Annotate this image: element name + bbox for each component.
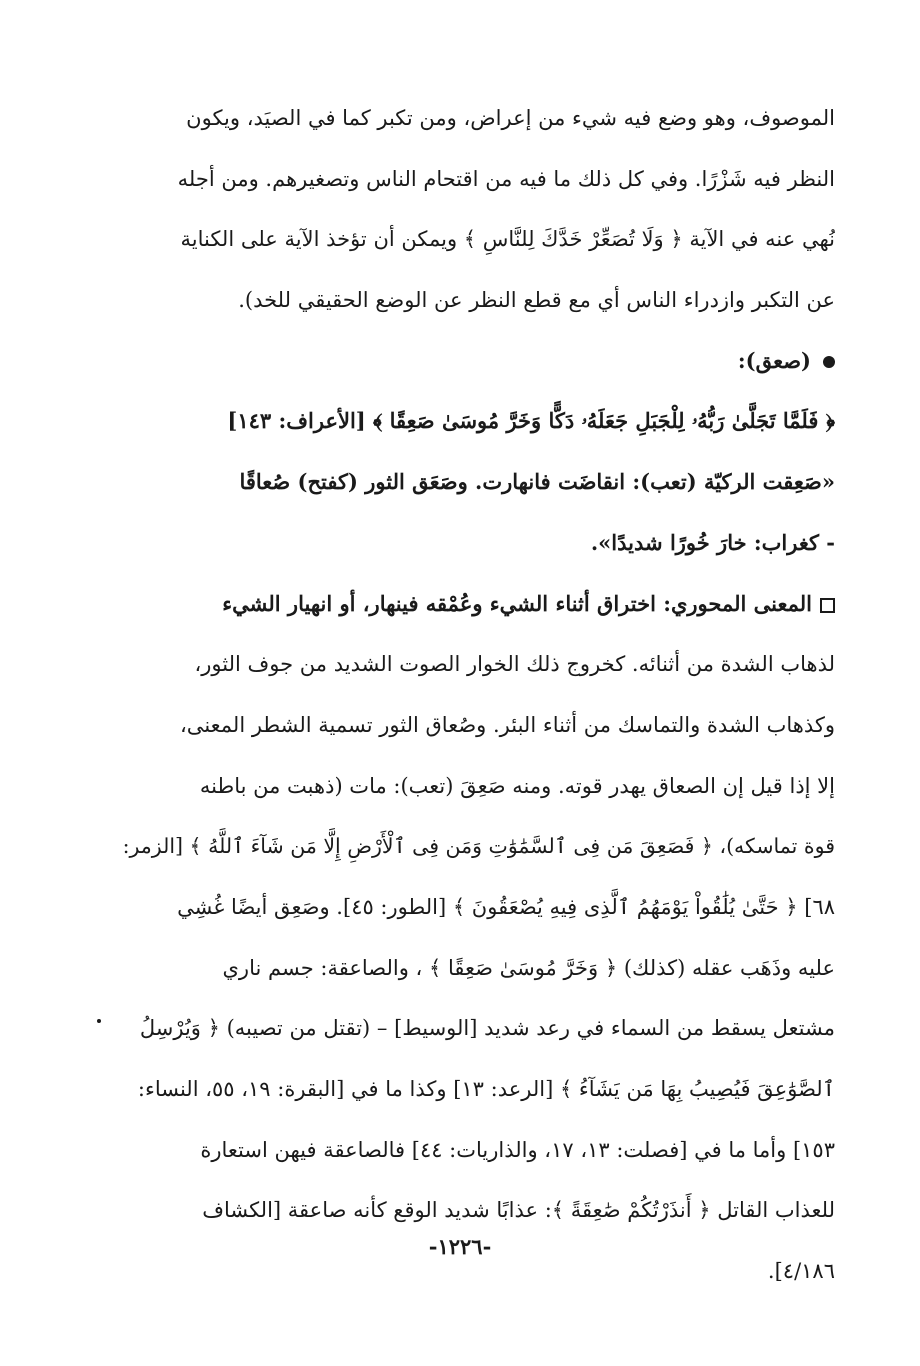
text-line: ١٥٣] وأما ما في [فصلت: ١٣، ١٧، والذاريات: ٤٤] فالصاعقة فيهن استعارة — [200, 1137, 835, 1162]
text-line: النظر فيه شَزْرًا. وفي كل ذلك ما فيه من اقتحام الناس وتصغيرهم. ومن أجله — [177, 166, 835, 191]
quote-line: - كغراب: خارَ خُورًا شديدًا». — [590, 529, 835, 555]
page-number: -١٢٢٦- — [428, 1234, 492, 1259]
text-line: نُهي عنه في الآية ﴿ وَلَا تُصَعِّرْ خَدَّكَ لِلنَّاسِ ﴾ ويمكن أن تؤخذ الآية على الكناية — [180, 227, 835, 252]
text-line: قوة تماسكه)، ﴿ فَصَعِقَ مَن فِى ٱلسَّمَٰوَٰتِ وَمَن فِى ٱلْأَرْضِ إِلَّا مَن شَآءَ ٱللَّهُ ﴾ [الزمر: — [122, 834, 835, 859]
text-line: إلا إذا قيل إن الصعاق يهدر قوته. ومنه صَعِقَ (تعب): مات (ذهبت من باطنه — [199, 773, 835, 798]
text-line: عن التكبر وازدراء الناس أي مع قطع النظر عن الوضع الحقيقي للخد). — [238, 288, 835, 313]
text-line: لذهاب الشدة من أثنائه. كخروج ذلك الخوار الصوت الشديد من جوف الثور، — [194, 652, 835, 677]
text-line: وكذهاب الشدة والتماسك من أثناء البئر. وصُعاق الثور تسمية الشطر المعنى، — [180, 712, 835, 737]
text-line: عليه وذَهَب عقله (كذلك) ﴿ وَخَرَّ مُوسَىٰ صَعِقًا ﴾ ، والصاعقة: جسم ناري — [222, 955, 835, 980]
text-line: ٤/١٨٦]. — [767, 1259, 835, 1284]
text-line: ٱلصَّوَٰعِقَ فَيُصِيبُ بِهَا مَن يَشَآءُ ﴾ [الرعد: ١٣] وكذا ما في [البقرة: ١٩، ٥٥، النساء: — [137, 1077, 835, 1101]
core-meaning-text: المعنى المحوري: اختراق أثناء الشيء وعُمْقه فينهار، أو انهيار الشيء — [222, 590, 812, 616]
core-meaning-line — [110, 574, 835, 635]
entry-heading-text: (صعق): — [737, 347, 811, 373]
bullet-icon — [823, 356, 835, 368]
text-line: مشتعل يسقط من السماء في رعد شديد [الوسيط] – (تقتل من تصيبه) ﴿ وَيُرْسِلُ — [139, 1016, 835, 1041]
margin-dot — [97, 1019, 101, 1023]
entry-heading — [110, 331, 835, 392]
text-line: ٦٨] ﴿ حَتَّىٰ يُلَٰقُواْ يَوْمَهُمُ ٱلَّذِى فِيهِ يُصْعَقُونَ ﴾ [الطور: ٤٥]. وصَعِق أيضًا غُشِي — [177, 894, 835, 919]
quote-line: «صَعِقت الركيّة (تعب): انقاضَت فانهارت. وصَعَق الثور (كفتح) صُعاقًا — [239, 469, 835, 495]
square-icon — [820, 598, 835, 613]
text-line: للعذاب القاتل ﴿ أَنذَرْتُكُمْ صَٰعِقَةً ﴾: عذابًا شديد الوقع كأنه صاعقة [الكشاف — [202, 1198, 835, 1223]
text-line: الموصوف، وهو وضع فيه شيء من إعراض، ومن تكبر كما في الصيَد، ويكون — [186, 106, 835, 130]
page-body — [110, 88, 835, 1302]
quran-verse-line: ﴿ فَلَمَّا تَجَلَّىٰ رَبُّهُۥ لِلْجَبَلِ جَعَلَهُۥ دَكًّا وَخَرَّ مُوسَىٰ صَعِقًا ﴾ [الأعراف: ١٤٣] — [227, 408, 835, 434]
